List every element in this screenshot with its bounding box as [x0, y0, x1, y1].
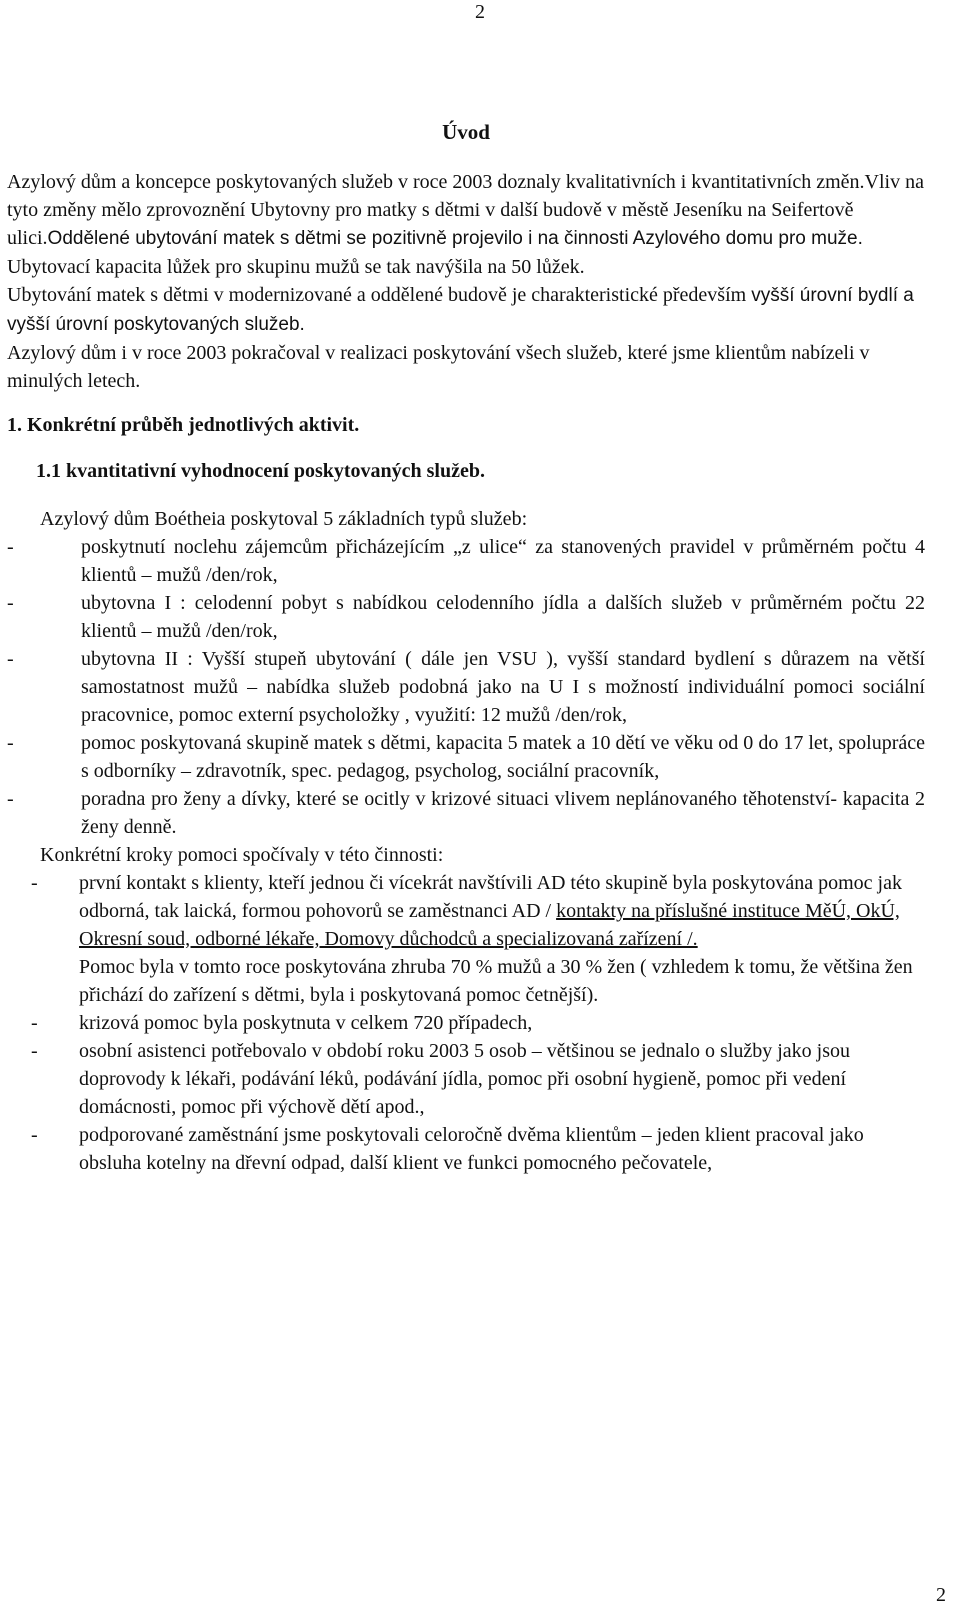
page-number-bottom: 2	[936, 1584, 946, 1606]
services-intro: Azylový dům Boétheia poskytoval 5 základních typů služeb:	[40, 508, 528, 530]
dash-marker: -	[7, 648, 14, 670]
section-heading-1: 1. Konkrétní průběh jednotlivých aktivit.	[7, 414, 360, 436]
dash-marker: -	[31, 872, 38, 894]
intro-paragraph-3: Azylový dům i v roce 2003 pokračoval v realizaci poskytování všech služeb, které jsme klientům nabízeli v minulých letech.	[7, 342, 870, 392]
intro-text-2a: Ubytování matek s dětmi v modernizované a oddělené budově je charakteristické především	[7, 284, 747, 306]
dash-marker: -	[7, 536, 14, 558]
intro-paragraph-2	[7, 281, 925, 339]
intro-text-1: Azylový dům a koncepce poskytovaných služeb v roce 2003 doznaly kvalitativních i kvantitativních změn.Vliv na tyto změny mělo zprovoznění Ubytovny pro matky s dětmi v další budově v městě Jeseníku na Seifertově ulici.	[7, 171, 924, 249]
step-text: osobní asistenci potřebovalo v období roku 2003 5 osob – většinou se jednalo o služby jako jsou doprovody k lékaři, podávání léků, podávání jídla, pomoc při osobní hygieně, pomoc při vedení domácnosti, pomoc při výchově dětí apod.,	[79, 1040, 851, 1118]
list-item	[7, 533, 925, 589]
service-text: poradna pro ženy a dívky, které se ocitly v krizové situaci vlivem neplánovaného těhotenství- kapacita 2 ženy denně.	[81, 788, 925, 838]
step-underlined-text: kontakty na příslušné instituce MěÚ, OkÚ, Okresní soud, odborné lékaře, Domovy důchodců a specializovaná zařízení /.	[79, 900, 900, 950]
document-body	[7, 118, 925, 1177]
dash-marker: -	[31, 1012, 38, 1034]
intro-text-1b: Oddělené ubytování matek s dětmi se pozitivně projevilo i na činnosti Azylového domu pro muže.	[47, 228, 863, 249]
service-text: pomoc poskytovaná skupině matek s dětmi, kapacita 5 matek a 10 dětí ve věku od 0 do 17 let, spolupráce s odborníky – zdravotník, spec. pedagog, psycholog, sociální pracovník,	[81, 732, 925, 782]
list-item	[7, 869, 925, 1009]
dash-marker: -	[7, 732, 14, 754]
dash-marker: -	[7, 788, 14, 810]
list-item	[7, 1121, 925, 1177]
service-text: poskytnutí noclehu zájemcům přicházejícím „z ulice“ za stanovených pravidel v průměrném počtu 4 klientů – mužů /den/rok,	[81, 536, 925, 586]
list-item	[7, 1037, 925, 1121]
dash-marker: -	[31, 1124, 38, 1146]
list-item	[7, 785, 925, 841]
page-number-top: 2	[475, 1, 485, 23]
services-list	[7, 533, 925, 841]
dash-marker: -	[31, 1040, 38, 1062]
step-text-continued: Pomoc byla v tomto roce poskytována zhruba 70 % mužů a 30 % žen ( vzhledem k tomu, že většina žen přichází do zařízení s dětmi, byla i poskytovaná pomoc četnější).	[79, 956, 913, 1006]
steps-list	[7, 869, 925, 1177]
intro-text-2b: vyšší úrovní bydlí a vyšší úrovní poskytovaných služeb.	[7, 285, 914, 335]
list-item	[7, 729, 925, 785]
page-title: Úvod	[442, 120, 490, 144]
list-item	[7, 1009, 925, 1037]
dash-marker: -	[7, 592, 14, 614]
steps-intro: Konkrétní kroky pomoci spočívaly v této činnosti:	[40, 844, 444, 866]
step-text: podporované zaměstnání jsme poskytovali celoročně dvěma klientům – jeden klient pracoval jako obsluha kotelny na dřevní odpad, další klient ve funkci pomocného pečovatele,	[79, 1124, 864, 1174]
list-item	[7, 645, 925, 729]
intro-text-1c: Ubytovací kapacita lůžek pro skupinu mužů se tak navýšila na 50 lůžek.	[7, 256, 585, 278]
list-item	[7, 589, 925, 645]
step-text: první kontakt s klienty, kteří jednou či vícekrát navštívili AD této skupině byla poskytována pomoc jak odborná, tak laická, formou pohovorů se zaměstnanci AD /	[79, 872, 902, 922]
step-text: krizová pomoc byla poskytnuta v celkem 720 případech,	[79, 1012, 533, 1034]
service-text: ubytovna I : celodenní pobyt s nabídkou celodenního jídla a dalších služeb v průměrném počtu 22 klientů – mužů /den/rok,	[81, 592, 925, 642]
section-heading-1-1: 1.1 kvantitativní vyhodnocení poskytovaných služeb.	[36, 460, 485, 482]
intro-paragraph-1	[7, 168, 925, 281]
service-text: ubytovna II : Vyšší stupeň ubytování ( dále jen VSU ), vyšší standard bydlení s důrazem na větší samostatnost mužů – nabídka služeb podobná jako na U I s možností individuální pomoci sociální pracovnice, pomoc externí psycholožky , využití: 12 mužů /den/rok,	[81, 648, 925, 726]
